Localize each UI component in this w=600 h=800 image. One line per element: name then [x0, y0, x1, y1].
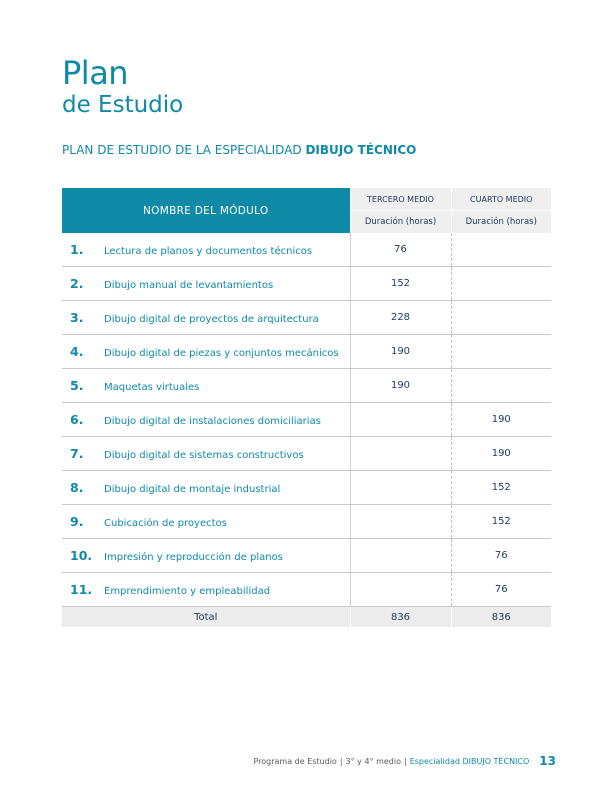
hours-tercero — [350, 437, 451, 471]
module-cell — [62, 539, 350, 573]
module-name: Cubicación de proyectos — [104, 518, 227, 529]
module-number: 9. — [70, 514, 84, 529]
hours-cuarto: 76 — [451, 573, 551, 607]
header-module: NOMBRE DEL MÓDULO — [62, 188, 350, 233]
module-name: Dibujo digital de proyectos de arquitectura — [104, 314, 319, 325]
hours-cuarto: 190 — [451, 403, 551, 437]
hours-tercero — [350, 403, 451, 437]
module-name: Dibujo digital de instalaciones domiciliarias — [104, 416, 321, 427]
module-number: 6. — [70, 412, 84, 427]
hours-tercero: 190 — [350, 335, 451, 369]
module-name: Lectura de planos y documentos técnicos — [104, 246, 313, 257]
table-row — [62, 267, 551, 301]
module-cell — [62, 267, 350, 301]
module-number: 4. — [70, 344, 84, 359]
module-cell — [62, 233, 350, 267]
module-name: Dibujo digital de sistemas constructivos — [104, 450, 304, 461]
module-name: Maquetas virtuales — [104, 382, 200, 393]
header-cuarto: CUARTO MEDIO — [451, 188, 551, 211]
total-tercero: 836 — [350, 607, 451, 628]
hours-tercero — [350, 539, 451, 573]
footer-separator: | — [339, 757, 343, 766]
table-row — [62, 573, 551, 607]
footer — [253, 753, 556, 767]
section-heading-prefix: PLAN DE ESTUDIO DE LA ESPECIALIDAD — [62, 143, 306, 157]
table-row — [62, 301, 551, 335]
hours-tercero — [350, 471, 451, 505]
footer-specialty: Especialidad DIBUJO TÉCNICO — [409, 757, 530, 766]
table-row — [62, 403, 551, 437]
hours-tercero: 76 — [350, 233, 451, 267]
section-heading — [62, 143, 416, 157]
table-row — [62, 437, 551, 471]
module-cell — [62, 403, 350, 437]
module-number: 11. — [70, 582, 93, 597]
table-body — [62, 233, 551, 607]
module-cell — [62, 573, 350, 607]
hours-cuarto — [451, 335, 551, 369]
module-number: 1. — [70, 242, 84, 257]
module-cell — [62, 437, 350, 471]
footer-grade: 3° y 4° medio — [345, 757, 401, 766]
module-name: Emprendimiento y empleabilidad — [104, 586, 271, 597]
module-cell — [62, 335, 350, 369]
module-cell — [62, 505, 350, 539]
page-number: 13 — [539, 754, 556, 768]
module-name: Dibujo digital de montaje industrial — [104, 484, 281, 495]
total-cuarto: 836 — [451, 607, 551, 628]
section-heading-bold: DIBUJO TÉCNICO — [305, 143, 417, 157]
page-title: Plan — [62, 54, 129, 92]
table-row — [62, 233, 551, 267]
module-number: 7. — [70, 446, 84, 461]
subheader-cuarto: Duración (horas) — [451, 211, 551, 234]
page-subtitle: de Estudio — [62, 92, 184, 118]
module-number: 5. — [70, 378, 84, 393]
hours-cuarto: 152 — [451, 505, 551, 539]
module-cell — [62, 301, 350, 335]
footer-program: Programa de Estudio — [253, 757, 337, 766]
footer-separator: | — [403, 757, 407, 766]
table-row — [62, 505, 551, 539]
hours-tercero: 228 — [350, 301, 451, 335]
module-cell — [62, 369, 350, 403]
table-row — [62, 471, 551, 505]
hours-cuarto: 190 — [451, 437, 551, 471]
module-number: 10. — [70, 548, 93, 563]
table-row — [62, 335, 551, 369]
hours-cuarto — [451, 369, 551, 403]
hours-cuarto: 152 — [451, 471, 551, 505]
hours-cuarto — [451, 233, 551, 267]
hours-tercero: 152 — [350, 267, 451, 301]
header-tercero: TERCERO MEDIO — [350, 188, 451, 211]
hours-tercero: 190 — [350, 369, 451, 403]
module-name: Dibujo digital de piezas y conjuntos mecánicos — [104, 348, 339, 359]
total-row — [62, 607, 551, 628]
hours-cuarto — [451, 267, 551, 301]
hours-tercero — [350, 573, 451, 607]
module-number: 8. — [70, 480, 84, 495]
module-number: 3. — [70, 310, 84, 325]
module-name: Dibujo manual de levantamientos — [104, 280, 274, 291]
module-cell — [62, 471, 350, 505]
module-number: 2. — [70, 276, 84, 291]
hours-cuarto — [451, 301, 551, 335]
total-label: Total — [62, 607, 350, 628]
module-name: Impresión y reproducción de planos — [104, 552, 283, 563]
subheader-tercero: Duración (horas) — [350, 211, 451, 234]
table-row — [62, 539, 551, 573]
study-plan-table — [62, 188, 551, 627]
hours-cuarto: 76 — [451, 539, 551, 573]
table-row — [62, 369, 551, 403]
hours-tercero — [350, 505, 451, 539]
